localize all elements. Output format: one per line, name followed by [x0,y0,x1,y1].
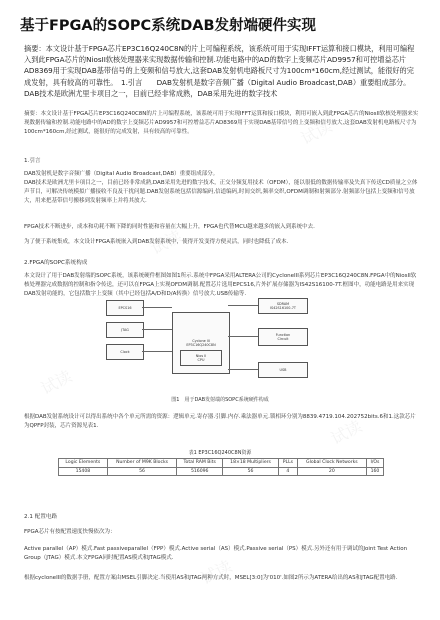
table-header-cell: I/Os [366,459,383,468]
watermark-text: 试读 [297,116,336,149]
watermark-text: 试读 [37,366,76,399]
connector-line [228,336,258,337]
block-function-circuit: Function Circuit [258,328,308,346]
sopc-paragraph: 本文设计了用于DAB发射端的SOPC系统，该系统硬件框图如图1所示.系统中FPGA采用ALTERA公司的CycloneIII系列芯片EP3C16Q240C8N.FPGA中的NiosII软核处理器完成数据的控制和指令传送，还可以在FPGA上实现OFDM调制.配置芯片选用EPCS16,片外扩展存储器为IS42S16100-7T.框图中，功能电路是用来实现DAB发射功能的，它包括数字上变频（其中已经包括A/D和D/A转换）信号放大.USB传输等. [24,273,417,297]
watermark-text: 试读 [327,416,366,449]
config-intro-paragraph: FPGA芯片有按配置速度快慢依次为： [24,529,116,535]
table-header-cell: Total RAM Bits [177,459,223,468]
table-header-cell: Logic Elements [59,459,108,468]
table-cell: 15408 [59,467,108,476]
connector-line [228,305,258,306]
section-heading-sopc: 2.FPGA的SOPC系统构成 [24,260,88,266]
abstract-paragraph: 摘要：本文设计基于FPGA芯片EP3C16Q240C8N的片上可编程系统，该系统可用于实现IFFT运算和接口模块，利用可嵌入到此FPGA芯片的NiosII软核处理器来实现数据传输和控制.功能电路中的AD的数字上变频芯片AD9957和可控增益芯片AD8369用于实现DAB基带信号的上变频和信号放大,这套DAB发射机电路板尺寸为100cm*160cm,经过测试，能很好的完成发射，具有较高的可靠性。 [24,111,419,135]
section-heading-intro: 1.引言 [24,158,41,164]
table-row [59,467,384,476]
watermark-text: 试读 [57,56,96,89]
table-header-cell: PLLs [279,459,298,468]
article-title: 基于FPGA的SOPC系统DAB发射端硬件实现 [20,18,317,34]
abstract-summary: 摘要：本文设计基于FPGA芯片EP3C16Q240C8N的片上可编程系统，该系统可用于实现IFFT运算和接口模块，利用可编程入到此FPGA芯片的NiosII软核处理器来实现数据传输和控制.功能电路中的AD的数字上变频芯片AD9957和可控增益芯片AD8369用于实现DAB基带信号的上变频和信号放大,这套DAB发射机电路板尺寸为100cm*160cm,经过测试，能很好的完成发射，具有较高的可靠性。 1.引言 DAB发射机是数字音频广播（Digital Audio Broadcast,DAB）重要组成部分。 DAB技术是欧洲尤里卡项目之一，目前已经非常成熟，DAB采用先进的数字技术 [24,44,422,98]
table-cell: 516096 [177,467,223,476]
table-cell: 56 [223,467,279,476]
table-header-cell: Global Clock Networks [297,459,366,468]
watermark-text: 试读 [147,226,186,259]
connector-line [228,369,258,370]
msel-paragraph: 根据cycloneIII的数据手册，配置方案由MSEL引脚决定.当使用AS和JTAG两种方式时，MSEL[3:0]为'010'.如图2所示为ATERA给出的AS和JTAG配置电路. [24,575,398,581]
table-header-row [59,459,384,468]
table-header-cell: Number of M9K Blocks [107,459,177,468]
section-heading-config: 2.1 配置电路 [24,514,58,520]
block-fpga: Cyclone III EP3C16Q240C8N [172,312,230,374]
connector-line [142,329,172,330]
block-config: EPCS16 [106,300,144,316]
watermark-text: 试读 [197,556,236,589]
table-cell: 20 [297,467,366,476]
table-cell: 56 [107,467,177,476]
block-clock: Clock [106,344,144,360]
table-cell: 160 [366,467,383,476]
resource-table [58,458,384,476]
block-sdram: SDRAM IS42S16100-7T [258,298,308,314]
table-caption: 表1 EP3C16Q240C8N资源 [188,450,252,456]
fpga-paragraph: FPGA技术不断进步，成本和功耗不断下降的同时性能和容量在大幅上升，FPGA也代替MCU越来越多的嵌入到系统中去. [24,224,315,230]
block-jtag: JTAG [106,322,144,338]
intro-paragraph: DAB发射机是数字音频广播（Digital Audio Broadcast,DAB）重要组成部分。 DAB技术是欧洲尤里卡项目之一，目前已经非常成熟,DAB采用先进的数字技术，正交分频复用技术（OFDM），能以很低的数据传输率及失真下传送CD质量之立体声节目，可解决传统模拟广播接收不良及干扰问题.DAB发射系统包括信源编码,信道编码,时间交织,频率交织,OFDM调制和射频部分.射频部分包括上变频和信号放大，用来把基带信号搬移到发射频率上并将其放大. [24,171,418,204]
config-modes-paragraph: Active parallel（AP）模式.Fast passiveparallel（FPP）模式.Active serial（AS）模式.Passive serial（PS）模式.另外还有用于调试的Joint Test Action Group（JTAG）模式.本文FPGA同时配置AS模式和JTAG模式. [24,546,408,561]
block-nios: Nios II CPU [180,350,222,366]
figure-caption: 图1 用于DAB发射端的SOPC系统硬件构成 [171,397,269,403]
block-usb: USB [258,362,308,378]
connector-line [142,307,172,308]
table-header-cell: 18×18 Multipliers [223,459,279,468]
resources-paragraph: 根据DAB发射系统设计可以得出系统中各个单元所需的资源：逻辑单元.寄存器.引脚.内存.乘法器单元.锁相环分别为8839.4719.104.202752bits.6和1.这款芯片为QPFP封装，芯片资源见表1. [24,414,416,429]
integration-paragraph: 为了便于系统集成，本文设计FPGA系统嵌入到DAB发射系统中，使得开发变得方便灵活，同时也降低了成本. [24,239,289,245]
table-cell: 4 [279,467,298,476]
hardware-block-diagram [102,292,338,392]
connector-line [142,351,172,352]
